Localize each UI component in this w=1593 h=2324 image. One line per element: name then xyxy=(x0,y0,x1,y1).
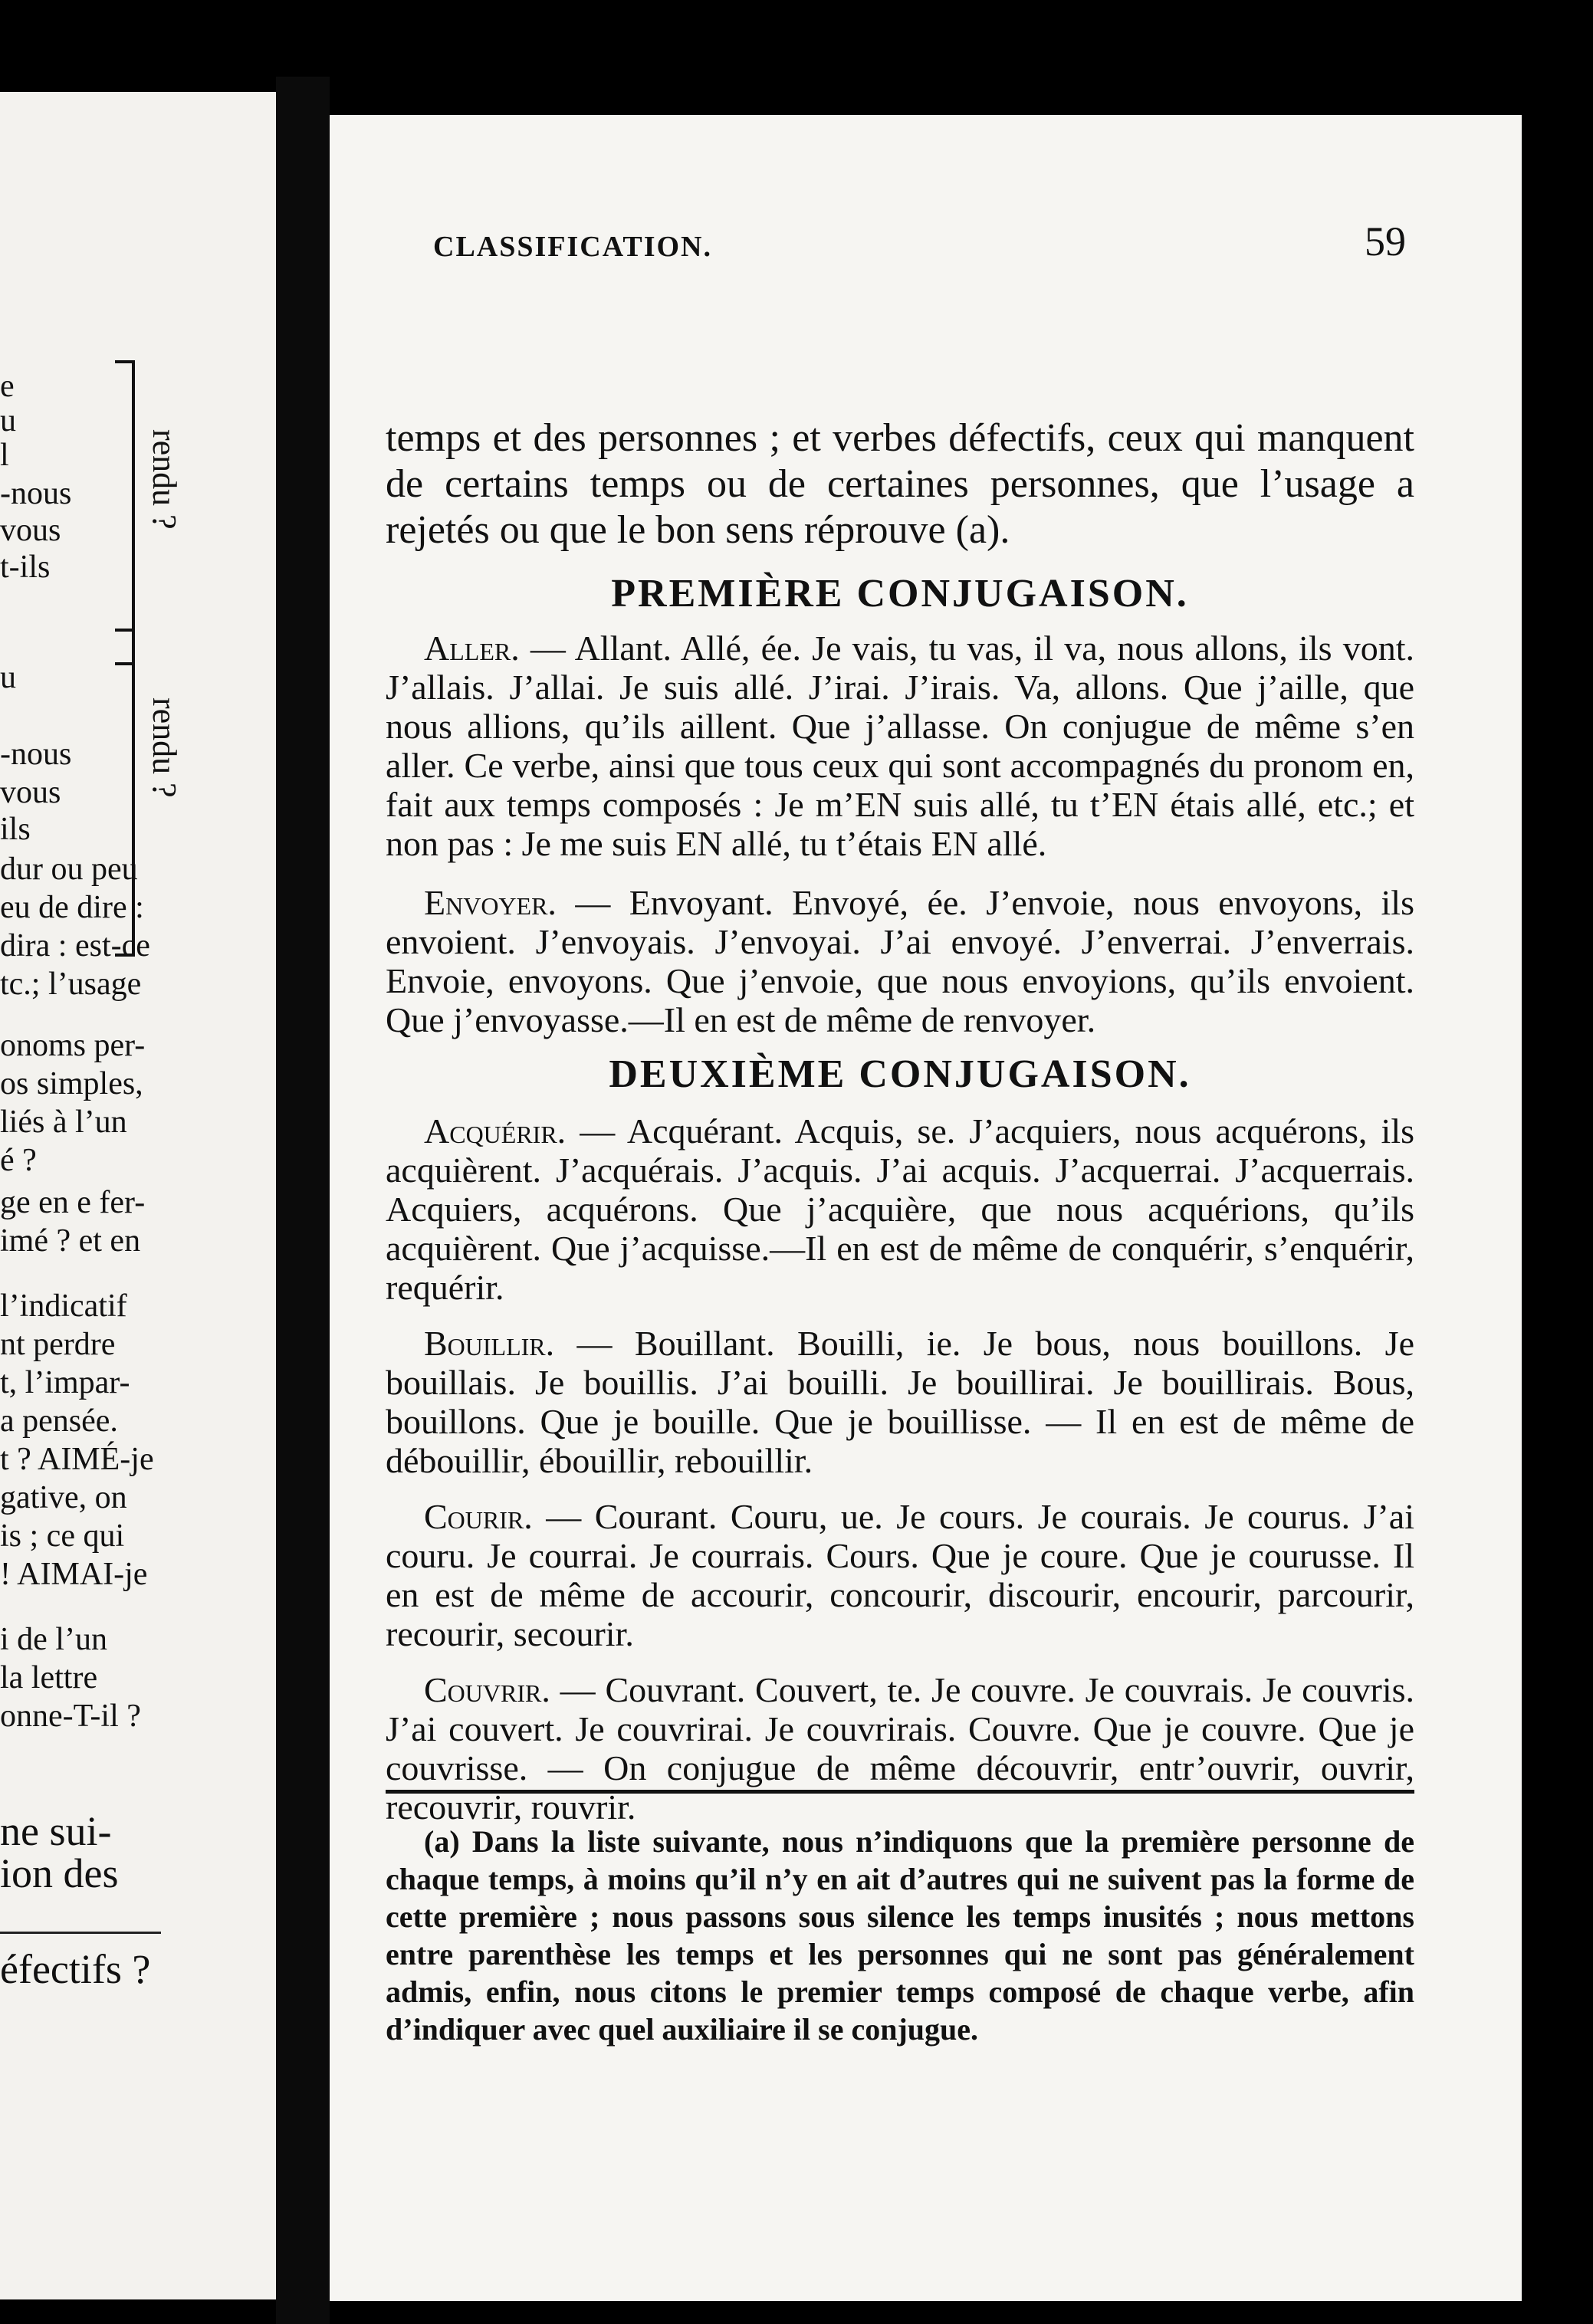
entry-text: — Acquérant. Acquis, se. J’acquiers, nous acquérons, ils acquièrent. J’acquérais. J’acquis. J’ai acquis. J’acquerrai. J’acquerrais. Acquiers, acquérons. Que j’acquière, que nous acquérions, qu’ils acquièrent. Que j’acquisse.—Il en est de même de conquérir, s’enquérir, requérir. xyxy=(386,1111,1414,1307)
left-page-line: is ; ce qui xyxy=(0,1518,125,1554)
entry-text: — Couvrant. Couvert, te. Je couvre. Je couvrais. Je couvris. J’ai couvert. Je couvrirai. Je couvrirais. Couvre. Que je couvre. Que je couvrisse. — On conjugue de même découvrir, entr’ouvrir, ouvrir, recouvrir, rouvrir. xyxy=(386,1670,1414,1827)
entry-text: — Envoyant. Envoyé, ée. J’envoie, nous envoyons, ils envoient. J’envoyais. J’envoyai. J’ai envoyé. J’enverrai. J’enverrais. Envoie, envoyons. Que j’envoie, que nous envoyions, qu’ils envoient. Que j’envoyasse.—Il en est de même de renvoyer. xyxy=(386,883,1414,1039)
left-page-line: -nous xyxy=(0,476,72,511)
left-page-brace-label: rendu ? xyxy=(146,429,183,530)
left-page-line: tc.; l’usage xyxy=(0,967,142,1002)
entry-verb: Courir. xyxy=(424,1497,533,1536)
entry-aller xyxy=(386,629,1414,863)
left-page-brace xyxy=(115,629,135,957)
entry-verb: Acquérir. xyxy=(424,1111,567,1151)
left-page-line: ! AIMAI-je xyxy=(0,1557,148,1592)
left-page-line: vous xyxy=(0,775,61,810)
entry-bouillir xyxy=(386,1324,1414,1480)
left-page-line: la lettre xyxy=(0,1660,98,1695)
left-page-line: e xyxy=(0,369,15,404)
book-gutter xyxy=(276,77,330,2324)
footnote xyxy=(386,1823,1414,2048)
left-page-line: l xyxy=(0,438,9,473)
intro-text: temps et des personnes ; et verbes défectifs, ceux qui manquent de certains temps ou de certaines personnes, que l’usage a rejetés ou que le bon sens réprouve (a). xyxy=(386,416,1414,552)
left-page-line: l’indicatif xyxy=(0,1288,127,1324)
intro-paragraph xyxy=(386,415,1414,553)
running-head: CLASSIFICATION. xyxy=(433,231,712,263)
entry-verb: Bouillir. xyxy=(424,1324,555,1363)
left-page-line: vous xyxy=(0,513,61,548)
footnote-text: (a) Dans la liste suivante, nous n’indiquons que la première personne de chaque temps, à moins qu’il n’y en ait d’autres qui ne suivent pas la forme de cette première ; nous passons sous silence les temps inusités ; nous mettons entre parenthèse les temps et les personnes qui ne sont pas généralement admis, enfin, nous citons le premier temps composé de chaque verbe, afin d’indiquer avec quel auxiliaire il se conjugue. xyxy=(386,1824,1414,2047)
entry-verb: Envoyer. xyxy=(424,883,557,922)
left-page-line: t, l’impar- xyxy=(0,1365,130,1400)
left-page-line: ne sui- xyxy=(0,1808,112,1854)
left-page-line: é ? xyxy=(0,1143,37,1178)
left-page-brace-label: rendu ? xyxy=(146,698,183,798)
entry-couvrir xyxy=(386,1670,1414,1827)
left-page-line: imé ? et en xyxy=(0,1223,141,1259)
left-page-line: liés à l’un xyxy=(0,1105,127,1140)
left-page-line: dur ou peu xyxy=(0,852,138,887)
left-page-line: onoms per- xyxy=(0,1028,146,1063)
left-page-line: nt perdre xyxy=(0,1327,116,1362)
left-page-line: dira : est-ce xyxy=(0,928,150,963)
left-page-line: u xyxy=(0,403,16,438)
footnote-divider xyxy=(386,1790,1414,1794)
left-page-brace xyxy=(115,360,135,665)
left-page-line: ion des xyxy=(0,1850,119,1896)
section-heading-1: PREMIÈRE CONJUGAISON. xyxy=(611,572,1189,615)
entry-text: — Bouillant. Bouilli, ie. Je bous, nous bouillons. Je bouillais. Je bouillis. J’ai bouilli. Je bouillirai. Je bouillirais. Bous, bouillons. Que je bouille. Que je bouillisse. — Il en est de même de débouillir, ébouillir, rebouillir. xyxy=(386,1324,1414,1480)
section-2-body xyxy=(386,1111,1414,1827)
entry-acquerir xyxy=(386,1111,1414,1307)
left-page-line: ils xyxy=(0,812,31,847)
left-page-line: -nous xyxy=(0,737,72,772)
left-page-line: i de l’un xyxy=(0,1622,107,1657)
left-page-line: os simples, xyxy=(0,1066,143,1101)
left-page-rule xyxy=(0,1932,161,1934)
section-1-body xyxy=(386,629,1414,1039)
entry-courir xyxy=(386,1497,1414,1653)
left-page-line: a pensée. xyxy=(0,1403,118,1439)
entry-verb: Couvrir. xyxy=(424,1670,550,1709)
page-number: 59 xyxy=(1365,218,1406,264)
left-page-line: u xyxy=(0,660,16,695)
left-page-line: onne-T-il ? xyxy=(0,1699,141,1734)
entry-verb: Aller. xyxy=(424,629,520,668)
entry-text: — Courant. Couru, ue. Je cours. Je courais. Je courus. J’ai couru. Je courrai. Je courrais. Cours. Que je coure. Que je courusse. Il en est de même de accourir, concourir, discourir, encourir, parcourir, recourir, secourir. xyxy=(386,1497,1414,1653)
left-page-line: eu de dire : xyxy=(0,890,144,925)
left-page-line: ge en e fer- xyxy=(0,1185,146,1220)
section-heading-2: DEUXIÈME CONJUGAISON. xyxy=(609,1052,1191,1096)
left-page-line: gative, on xyxy=(0,1480,127,1515)
left-page-line: t ? AIMÉ-je xyxy=(0,1442,154,1477)
left-page-line: t-ils xyxy=(0,550,51,585)
entry-envoyer xyxy=(386,883,1414,1039)
left-page-line: éfectifs ? xyxy=(0,1946,151,1992)
entry-text: — Allant. Allé, ée. Je vais, tu vas, il va, nous allons, ils vont. J’allais. J’allai. Je suis allé. J’irai. J’irais. Va, allons. Que j’aille, que nous allions, qu’ils aillent. Que j’allasse. On conjugue de même s’en aller. Ce verbe, ainsi que tous ceux qui sont accompagnés du pronom en, fait aux temps composés : Je m’EN suis allé, tu t’EN étais allé, etc.; et non pas : Je me suis EN allé, tu t’étais EN allé. xyxy=(386,629,1414,863)
left-page-fragment xyxy=(0,92,276,2299)
